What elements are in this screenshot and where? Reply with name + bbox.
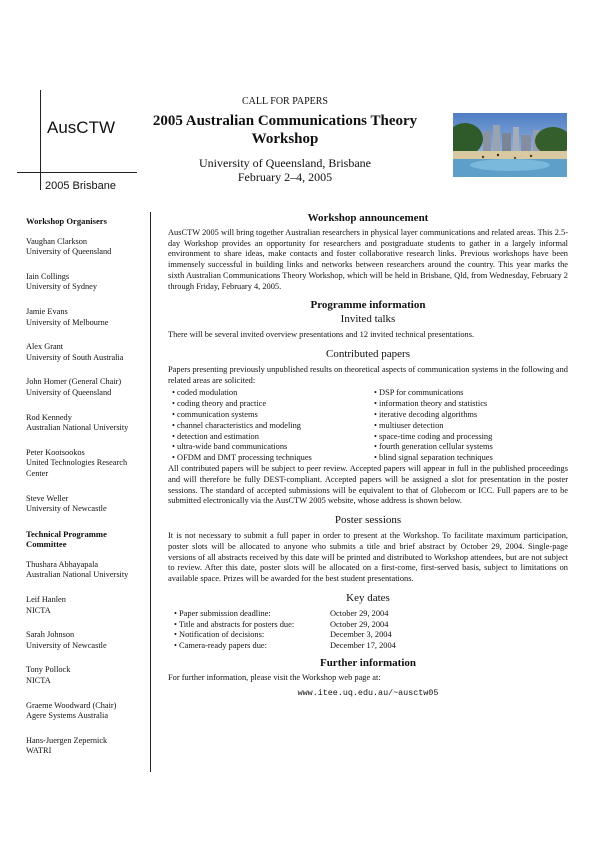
organiser-name: Alex Grant [26, 342, 64, 352]
poster-text: It is not necessary to submit a full paper in order to present at the Workshop. To facilitate maximum participation, poster slots will be allocated to anyone who submits a title and brief abstract by October 29, 2004. Single-page versions of all abstracts received by this date will be printed and distributed to Workshop attendees, but are not subject to review. After this date, poster slots will be allocated on a first-come, first-served basis, subject to limitations on available space. Prizes will be awarded for the best student presentations. [168, 530, 568, 584]
announcement-text: AusCTW 2005 will bring together Australian researchers in physical layer communications and related areas. This 2.5-day Workshop provides an opportunity for researchers and postgraduate students to gather in a largely informal environment to share ideas, make contacts and foster collaborative research links. Previous workshops have been immensely successful in building links and networks between researchers around the country. This year marks the sixth Australian Communications Theory Workshop, which will be held in Brisbane, Qld, from Wednesday, February 2 through Friday, February 4, 2005. [168, 227, 568, 291]
organiser-entry [26, 413, 144, 434]
brisbane-photo [453, 113, 567, 177]
title-line-2: Workshop [251, 131, 319, 147]
topic-item: • information theory and statistics [374, 399, 568, 410]
committee-name: Tony Pollock [26, 665, 71, 675]
poster-heading: Poster sessions [334, 514, 402, 527]
workshop-url-link[interactable]: www.itee.uq.edu.au/~ausctw05 [297, 688, 439, 699]
topic-item: • fourth generation cellular systems [374, 442, 568, 453]
organiser-affiliation: University of Sydney [26, 282, 97, 292]
organiser-affiliation: University of Newcastle [26, 504, 107, 514]
topic-item: • multiuser detection [374, 421, 568, 432]
organiser-entry [26, 272, 144, 293]
committee-affiliation: WATRI [26, 746, 52, 756]
organiser-affiliation: United Technologies Research Center [26, 458, 128, 478]
topic-item: • detection and estimation [172, 432, 366, 443]
committee-entry [26, 736, 144, 757]
committee-affiliation: NICTA [26, 676, 51, 686]
organiser-entry [26, 494, 144, 515]
logo-year: 2005 Brisbane [45, 180, 116, 192]
topic-item: • channel characteristics and modeling [172, 421, 366, 432]
committee-affiliation: University of Newcastle [26, 640, 107, 650]
organiser-entry [26, 237, 144, 258]
sidebar [26, 216, 144, 771]
keydate-value: December 17, 2004 [330, 641, 396, 651]
keydate-row [174, 630, 568, 641]
further-text: For further information, please visit the Workshop web page at: [168, 672, 381, 682]
keydate-row [174, 641, 568, 652]
column-divider [150, 212, 151, 772]
committee-entry [26, 595, 144, 616]
logo-name: AusCTW [47, 118, 115, 137]
committee-name: Graeme Woodward (Chair) [26, 700, 117, 710]
topic-item: • space-time coding and processing [374, 432, 568, 443]
topic-item: • iterative decoding algorithms [374, 410, 568, 421]
organiser-affiliation: University of Queensland [26, 247, 112, 257]
organiser-name: Rod Kennedy [26, 412, 72, 422]
venue [160, 156, 410, 184]
topic-item: • ultra-wide band communications [172, 442, 366, 453]
organisers-heading: Workshop Organisers [26, 216, 107, 226]
venue-dates: February 2–4, 2005 [237, 170, 333, 184]
page-title [150, 112, 420, 148]
topics-column-right [366, 388, 568, 464]
contributed-text: All contributed papers will be subject to peer review. Accepted papers will appear in full in the published proceedings and will therefore be fully DEST-compliant. Accepted papers will be assigned a slot for presentation in the poster sessions. The standard of accepted submissions will be equivalent to that of Globecom or ICC. Full papers are to be submitted electronically via the AusCTW 2005 website, whose address is shown below. [168, 463, 568, 506]
keydate-label: • Title and abstracts for posters due: [174, 620, 330, 631]
invited-text: There will be several invited overview presentations and 12 invited technical presentations. [168, 330, 475, 340]
organiser-name: John Homer (General Chair) [26, 377, 122, 387]
topic-item: • DSP for communications [374, 388, 568, 399]
keydate-label: • Camera-ready papers due: [174, 641, 330, 652]
logo-vertical-rule [40, 90, 41, 190]
announcement-heading: Workshop announcement [307, 212, 429, 224]
topics-column-left [168, 388, 366, 464]
keydate-label: • Notification of decisions: [174, 630, 330, 641]
keydate-row [174, 609, 568, 620]
organiser-name: Steve Weller [26, 493, 69, 503]
topic-item: • blind signal separation techniques [374, 453, 568, 464]
logo-horizontal-rule [17, 172, 137, 173]
contributed-heading: Contributed papers [325, 347, 410, 360]
committee-entry [26, 701, 144, 722]
keydate-value: October 29, 2004 [330, 619, 389, 629]
main-content [168, 213, 568, 699]
committee-entry [26, 560, 144, 581]
committee-name: Sarah Johnson [26, 630, 75, 640]
organiser-name: Peter Kootsookos [26, 447, 85, 457]
call-for-papers-label: CALL FOR PAPERS [242, 96, 328, 107]
organiser-entry [26, 448, 144, 480]
organiser-entry [26, 342, 144, 363]
committee-name: Hans-Juergen Zepernick [26, 735, 108, 745]
committee-heading: Technical Programme Committee [26, 528, 107, 550]
organiser-affiliation: University of South Australia [26, 352, 124, 362]
programme-heading: Programme information [310, 298, 426, 311]
venue-location: University of Queensland, Brisbane [199, 156, 371, 170]
topic-item: • OFDM and DMT processing techniques [172, 453, 366, 464]
organiser-affiliation: University of Queensland [26, 387, 112, 397]
invited-heading: Invited talks [340, 313, 396, 326]
topic-item: • communication systems [172, 410, 366, 421]
topic-item: • coded modulation [172, 388, 366, 399]
committee-entry [26, 665, 144, 686]
keydates-list [174, 609, 568, 652]
committee-name: Thushara Abhayapala [26, 559, 99, 569]
organiser-entry [26, 307, 144, 328]
topic-item: • coding theory and practice [172, 399, 366, 410]
committee-affiliation: Australian National University [26, 570, 129, 580]
keydate-row [174, 620, 568, 631]
committee-affiliation: Agere Systems Australia [26, 711, 109, 721]
organiser-affiliation: Australian National University [26, 423, 129, 433]
keydates-heading: Key dates [346, 591, 390, 604]
organiser-affiliation: University of Melbourne [26, 317, 109, 327]
title-line-1: 2005 Australian Communications Theory [152, 113, 418, 129]
organiser-entry [26, 377, 144, 398]
contributed-intro: Papers presenting previously unpublished results on theoretical aspects of communication systems in the following and related areas are solicited: [168, 364, 568, 385]
further-heading: Further information [319, 656, 417, 669]
keydate-value: December 3, 2004 [330, 630, 392, 640]
keydate-label: • Paper submission deadline: [174, 609, 330, 620]
committee-entry [26, 630, 144, 651]
organiser-name: Vaughan Clarkson [26, 236, 88, 246]
committee-affiliation: NICTA [26, 605, 51, 615]
keydate-value: October 29, 2004 [330, 608, 389, 618]
topics-list [168, 388, 568, 464]
organiser-name: Iain Collings [26, 271, 70, 281]
organiser-name: Jamie Evans [26, 306, 68, 316]
committee-name: Leif Hanlen [26, 595, 66, 605]
